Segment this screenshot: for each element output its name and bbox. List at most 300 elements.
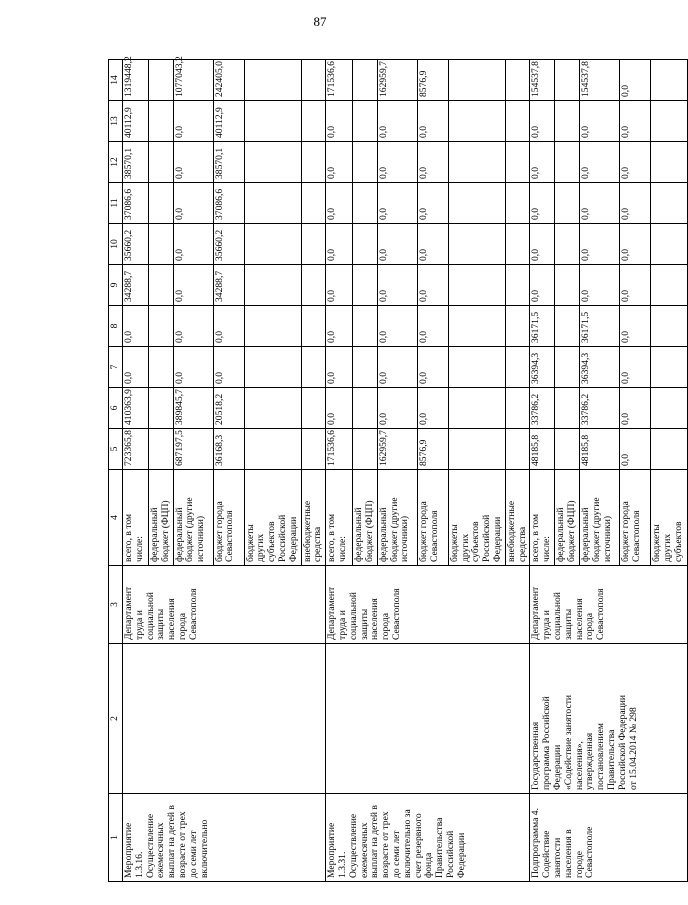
executor-line: населения [369, 598, 381, 640]
header-cell: 13 [109, 101, 123, 142]
value-cell [353, 224, 378, 265]
value-cell [353, 388, 378, 429]
funding-source-cell [417, 470, 448, 566]
funding-source-cell [555, 470, 580, 566]
value-cell [353, 429, 378, 470]
value-cell: 0,0 [173, 265, 213, 306]
value-cell [505, 347, 530, 388]
value-cell [505, 142, 530, 183]
activity-cell [530, 794, 688, 882]
activity-line: 1.3.16. [133, 851, 145, 878]
value-cell: 0,0 [173, 101, 213, 142]
header-cell: 5 [109, 429, 123, 470]
value-cell: 162959,7 [377, 60, 417, 101]
funding-source-line: бюджет (ФЦП) [566, 500, 578, 562]
value-cell: 36171,5 [579, 306, 619, 347]
value-cell [448, 265, 505, 306]
value-cell: 0,0 [530, 101, 555, 142]
funding-source-line: Севастополя [428, 510, 440, 562]
value-cell: 0,0 [417, 224, 448, 265]
value-cell: 34288,7 [123, 265, 149, 306]
activity-line: выплат на детей в [369, 805, 381, 878]
value-cell [353, 142, 378, 183]
value-cell: 0,0 [530, 142, 555, 183]
executor-line: труда и [336, 610, 348, 640]
activity-line: ежемесячных [358, 822, 370, 878]
activity-line: до семи лет [187, 830, 199, 878]
value-cell [244, 306, 301, 347]
value-cell [353, 265, 378, 306]
executor-line: Департамент [123, 586, 134, 640]
table-row [326, 60, 353, 882]
funding-source-line: средства [516, 526, 528, 562]
activity-line: ежемесячных [155, 822, 167, 878]
value-cell: 0,0 [173, 224, 213, 265]
executor-line: защиты [155, 608, 167, 640]
value-cell [244, 224, 301, 265]
funding-source-line: всего, в том [326, 513, 338, 562]
budget-table [108, 56, 688, 882]
executor-line: населения [573, 598, 585, 640]
value-cell [650, 347, 687, 388]
value-cell: 0,0 [619, 183, 650, 224]
value-cell: 0,0 [417, 306, 448, 347]
funding-source-cell [353, 470, 378, 566]
value-cell [301, 388, 326, 429]
executor-line: Севастополя [595, 588, 607, 640]
value-cell [650, 101, 687, 142]
value-cell [555, 142, 580, 183]
funding-source-line: Российской [276, 514, 288, 562]
value-cell: 0,0 [530, 224, 555, 265]
funding-source-line: средства [312, 526, 324, 562]
funding-source-line: Российской [481, 514, 493, 562]
value-cell: 36168,3 [213, 429, 244, 470]
value-cell [505, 306, 530, 347]
value-cell [555, 224, 580, 265]
funding-source-line: всего, в том [530, 513, 542, 562]
value-cell: 33786,2 [530, 388, 555, 429]
value-cell: 1077043,2 [173, 60, 213, 101]
funding-source-cell [326, 470, 353, 566]
value-cell [505, 101, 530, 142]
header-row [109, 60, 123, 882]
value-cell [301, 347, 326, 388]
value-cell: 0,0 [530, 183, 555, 224]
value-cell: 0,0 [579, 224, 619, 265]
activity-line: фонда [423, 852, 435, 878]
activity-line: Подпрограмма 4. [530, 808, 542, 878]
value-cell [149, 306, 174, 347]
funding-source-cell [579, 470, 619, 566]
value-cell [353, 347, 378, 388]
value-cell [650, 388, 687, 429]
value-cell: 0,0 [213, 347, 244, 388]
value-cell: 0,0 [619, 429, 650, 470]
value-cell [505, 224, 530, 265]
value-cell: 35660,2 [123, 224, 149, 265]
funding-source-cell [505, 470, 530, 566]
activity-line: счет резервного [412, 813, 424, 878]
value-cell [555, 60, 580, 101]
value-cell: 35660,2 [213, 224, 244, 265]
executor-cell [123, 566, 326, 644]
value-cell: 33786,2 [579, 388, 619, 429]
value-cell [149, 60, 174, 101]
activity-line: Федерации [455, 832, 467, 878]
value-cell: 0,0 [326, 388, 353, 429]
value-cell [555, 265, 580, 306]
activity-line: Правительства [434, 817, 446, 878]
value-cell [301, 429, 326, 470]
value-cell: 48185,8 [530, 429, 555, 470]
value-cell: 48185,8 [579, 429, 619, 470]
value-cell [650, 183, 687, 224]
value-cell: 0,0 [326, 183, 353, 224]
executor-line: Департамент [530, 586, 542, 640]
header-cell: 6 [109, 388, 123, 429]
funding-source-line: субъектов [672, 521, 684, 562]
funding-source-line: источники) [399, 515, 411, 562]
executor-line: Департамент [326, 586, 338, 640]
value-cell [244, 183, 301, 224]
value-cell: 389845,7 [173, 388, 213, 429]
activity-line: Осуществление [144, 813, 156, 878]
program-cell [326, 644, 530, 794]
funding-source-line: бюджеты [448, 524, 460, 562]
funding-source-cell [301, 470, 326, 566]
funding-source-line: Федерации [491, 516, 503, 562]
funding-source-line: всего, в том [123, 513, 134, 562]
value-cell [448, 224, 505, 265]
activity-line: включительно [198, 819, 210, 878]
value-cell: 0,0 [417, 265, 448, 306]
executor-line: Севастополя [187, 588, 199, 640]
activity-cell [123, 794, 326, 882]
value-cell: 0,0 [326, 347, 353, 388]
value-cell: 0,0 [619, 306, 650, 347]
executor-line: Севастополя [390, 588, 402, 640]
value-cell [301, 183, 326, 224]
value-cell [149, 347, 174, 388]
value-cell: 0,0 [417, 183, 448, 224]
value-cell: 0,0 [377, 388, 417, 429]
value-cell: 162959,7 [377, 429, 417, 470]
activity-line: выплат на детей в [166, 805, 178, 878]
value-cell: 20518,2 [213, 388, 244, 429]
program-line: Российской Федерации [616, 695, 628, 790]
value-cell [448, 142, 505, 183]
funding-source-line: источники) [601, 515, 613, 562]
header-cell: 4 [109, 470, 123, 566]
funding-source-cell [650, 470, 687, 566]
funding-source-line: других [661, 533, 673, 562]
value-cell [555, 183, 580, 224]
value-cell: 0,0 [377, 265, 417, 306]
value-cell: 154537,8 [530, 60, 555, 101]
activity-cell [326, 794, 530, 882]
value-cell [149, 224, 174, 265]
value-cell [650, 224, 687, 265]
activity-line: Российской [444, 830, 456, 878]
value-cell: 410363,9 [123, 388, 149, 429]
value-cell: 0,0 [417, 101, 448, 142]
funding-source-line: бюджет города [213, 501, 225, 562]
value-cell [353, 306, 378, 347]
header-cell: 3 [109, 566, 123, 644]
value-cell [244, 429, 301, 470]
value-cell [353, 101, 378, 142]
funding-source-line: бюджет города [619, 501, 631, 562]
funding-source-line: числе: [541, 536, 553, 562]
value-cell [650, 306, 687, 347]
funding-source-line: бюджет (другие [184, 497, 196, 562]
value-cell [448, 101, 505, 142]
value-cell [650, 265, 687, 306]
value-cell [505, 429, 530, 470]
program-line: программа Российской [541, 696, 553, 790]
funding-source-line: федеральный [555, 507, 567, 562]
table-row [530, 60, 555, 882]
funding-source-line: источники) [195, 515, 207, 562]
value-cell [244, 265, 301, 306]
value-cell: 0,0 [377, 101, 417, 142]
value-cell: 0,0 [417, 142, 448, 183]
table-row [123, 60, 149, 882]
value-cell: 0,0 [377, 306, 417, 347]
value-cell: 0,0 [530, 265, 555, 306]
funding-source-cell [173, 470, 213, 566]
program-line: от 15.04.2014 № 298 [627, 707, 639, 790]
value-cell [555, 388, 580, 429]
value-cell: 40112,9 [123, 101, 149, 142]
funding-source-line: субъектов [266, 521, 278, 562]
value-cell: 0,0 [619, 265, 650, 306]
funding-source-line: других [255, 533, 267, 562]
funding-source-line: внебюджетные [301, 500, 313, 562]
program-line: населения», [573, 741, 585, 790]
program-line: Федерации [551, 744, 563, 790]
funding-source-line: бюджет (ФЦП) [363, 500, 375, 562]
value-cell: 0,0 [326, 142, 353, 183]
value-cell: 0,0 [173, 306, 213, 347]
funding-source-line: федеральный [173, 507, 185, 562]
value-cell: 0,0 [377, 347, 417, 388]
value-cell [650, 429, 687, 470]
funding-source-line: бюджеты [650, 524, 662, 562]
executor-cell [326, 566, 530, 644]
activity-line: до семи лет [390, 830, 402, 878]
funding-source-cell [149, 470, 174, 566]
header-cell: 11 [109, 183, 123, 224]
funding-source-cell [619, 470, 650, 566]
program-line: Правительства [605, 729, 617, 790]
value-cell: 0,0 [326, 306, 353, 347]
header-cell: 2 [109, 644, 123, 794]
rotated-table-container [108, 56, 684, 882]
executor-line: труда и [541, 610, 553, 640]
value-cell: 0,0 [173, 183, 213, 224]
funding-source-cell [377, 470, 417, 566]
value-cell [353, 183, 378, 224]
value-cell [448, 429, 505, 470]
funding-source-line: Севастополя [630, 510, 642, 562]
value-cell [149, 142, 174, 183]
value-cell: 0,0 [579, 142, 619, 183]
funding-source-line: внебюджетные [505, 500, 517, 562]
value-cell [149, 101, 174, 142]
header-cell: 14 [109, 60, 123, 101]
value-cell [149, 429, 174, 470]
budget-table-area [108, 56, 684, 882]
funding-source-line: бюджет (другие [388, 497, 400, 562]
program-cell [123, 644, 326, 794]
funding-source-line: числе: [336, 536, 348, 562]
value-cell: 0,0 [619, 101, 650, 142]
funding-source-line: федеральный [377, 507, 389, 562]
activity-line: занятости [551, 837, 563, 878]
value-cell [555, 306, 580, 347]
activity-line: возрасте от трех [380, 811, 392, 878]
value-cell [301, 101, 326, 142]
funding-source-line: субъектов [470, 521, 482, 562]
value-cell [244, 388, 301, 429]
value-cell [301, 224, 326, 265]
value-cell: 0,0 [377, 183, 417, 224]
funding-source-line: бюджеты [244, 524, 256, 562]
value-cell: 8576,9 [417, 429, 448, 470]
executor-line: города [584, 613, 596, 640]
value-cell [301, 265, 326, 306]
value-cell: 0,0 [417, 388, 448, 429]
value-cell [555, 101, 580, 142]
value-cell: 37086,6 [213, 183, 244, 224]
activity-line: Содействие [541, 830, 553, 878]
value-cell: 723365,8 [123, 429, 149, 470]
funding-source-line: федеральный [353, 507, 365, 562]
value-cell: 0,0 [326, 101, 353, 142]
value-cell: 0,0 [619, 224, 650, 265]
value-cell [505, 60, 530, 101]
value-cell: 0,0 [619, 347, 650, 388]
funding-source-line: федеральный [579, 507, 591, 562]
table-body [109, 56, 688, 882]
activity-line: городе [573, 851, 585, 878]
value-cell: 242405,0 [213, 60, 244, 101]
header-cell: 8 [109, 306, 123, 347]
value-cell [448, 306, 505, 347]
value-cell: 36394,3 [579, 347, 619, 388]
value-cell: 0,0 [579, 183, 619, 224]
value-cell: 0,0 [326, 224, 353, 265]
value-cell: 0,0 [326, 265, 353, 306]
header-cell: 7 [109, 347, 123, 388]
executor-line: города [380, 613, 392, 640]
value-cell: 37086,6 [123, 183, 149, 224]
value-cell: 0,0 [377, 142, 417, 183]
value-cell [244, 142, 301, 183]
executor-line: социальной [144, 592, 156, 640]
activity-line: Осуществление [347, 813, 359, 878]
page-number: 87 [313, 14, 327, 29]
executor-line: защиты [562, 608, 574, 640]
funding-source-cell [213, 470, 244, 566]
value-cell: 40112,9 [213, 101, 244, 142]
value-cell: 0,0 [123, 306, 149, 347]
value-cell: 0,0 [619, 60, 650, 101]
executor-line: города [176, 613, 188, 640]
value-cell [353, 60, 378, 101]
value-cell: 0,0 [123, 347, 149, 388]
value-cell [244, 347, 301, 388]
funding-source-cell [123, 470, 149, 566]
funding-source-line: бюджет (ФЦП) [159, 500, 171, 562]
value-cell: 0,0 [619, 388, 650, 429]
executor-line: защиты [358, 608, 370, 640]
funding-source-line: федеральный [149, 507, 160, 562]
value-cell: 0,0 [173, 347, 213, 388]
value-cell: 0,0 [213, 306, 244, 347]
executor-line: населения [166, 598, 178, 640]
value-cell: 0,0 [417, 347, 448, 388]
value-cell: 36394,3 [530, 347, 555, 388]
funding-source-line: числе: [133, 536, 145, 562]
activity-line: включительно за [401, 809, 413, 878]
value-cell: 8576,9 [417, 60, 448, 101]
program-cell [530, 644, 688, 794]
value-cell: 38570,1 [123, 142, 149, 183]
executor-cell [530, 566, 688, 644]
value-cell [448, 183, 505, 224]
activity-line: Мероприятие [123, 822, 134, 878]
value-cell [301, 306, 326, 347]
value-cell [244, 60, 301, 101]
value-cell: 1319448,2 [123, 60, 149, 101]
value-cell: 154537,8 [579, 60, 619, 101]
value-cell [505, 388, 530, 429]
value-cell: 0,0 [579, 101, 619, 142]
activity-line: Мероприятие [326, 822, 338, 878]
activity-line: Севастополе [584, 826, 596, 878]
value-cell [650, 60, 687, 101]
funding-source-cell [244, 470, 301, 566]
value-cell: 0,0 [619, 142, 650, 183]
value-cell: 171536,6 [326, 60, 353, 101]
header-cell: 9 [109, 265, 123, 306]
value-cell [149, 388, 174, 429]
program-line: постановлением [595, 723, 607, 790]
header-cell: 12 [109, 142, 123, 183]
program-line: «Содействие занятости [562, 694, 574, 790]
value-cell: 171536,6 [326, 429, 353, 470]
value-cell [149, 183, 174, 224]
value-cell [244, 101, 301, 142]
funding-source-line: бюджет города [417, 501, 429, 562]
activity-line: 1.3.31. [336, 851, 348, 878]
program-line: утвержденная [584, 732, 596, 790]
value-cell: 0,0 [377, 224, 417, 265]
value-cell [301, 142, 326, 183]
funding-source-line: бюджет (другие [590, 497, 602, 562]
activity-line: возрасте от трех [176, 811, 188, 878]
value-cell: 38570,1 [213, 142, 244, 183]
funding-source-cell [530, 470, 555, 566]
header-cell: 1 [109, 794, 123, 882]
header-cell: 10 [109, 224, 123, 265]
value-cell: 34288,7 [213, 265, 244, 306]
value-cell [505, 265, 530, 306]
executor-line: труда и [133, 610, 145, 640]
